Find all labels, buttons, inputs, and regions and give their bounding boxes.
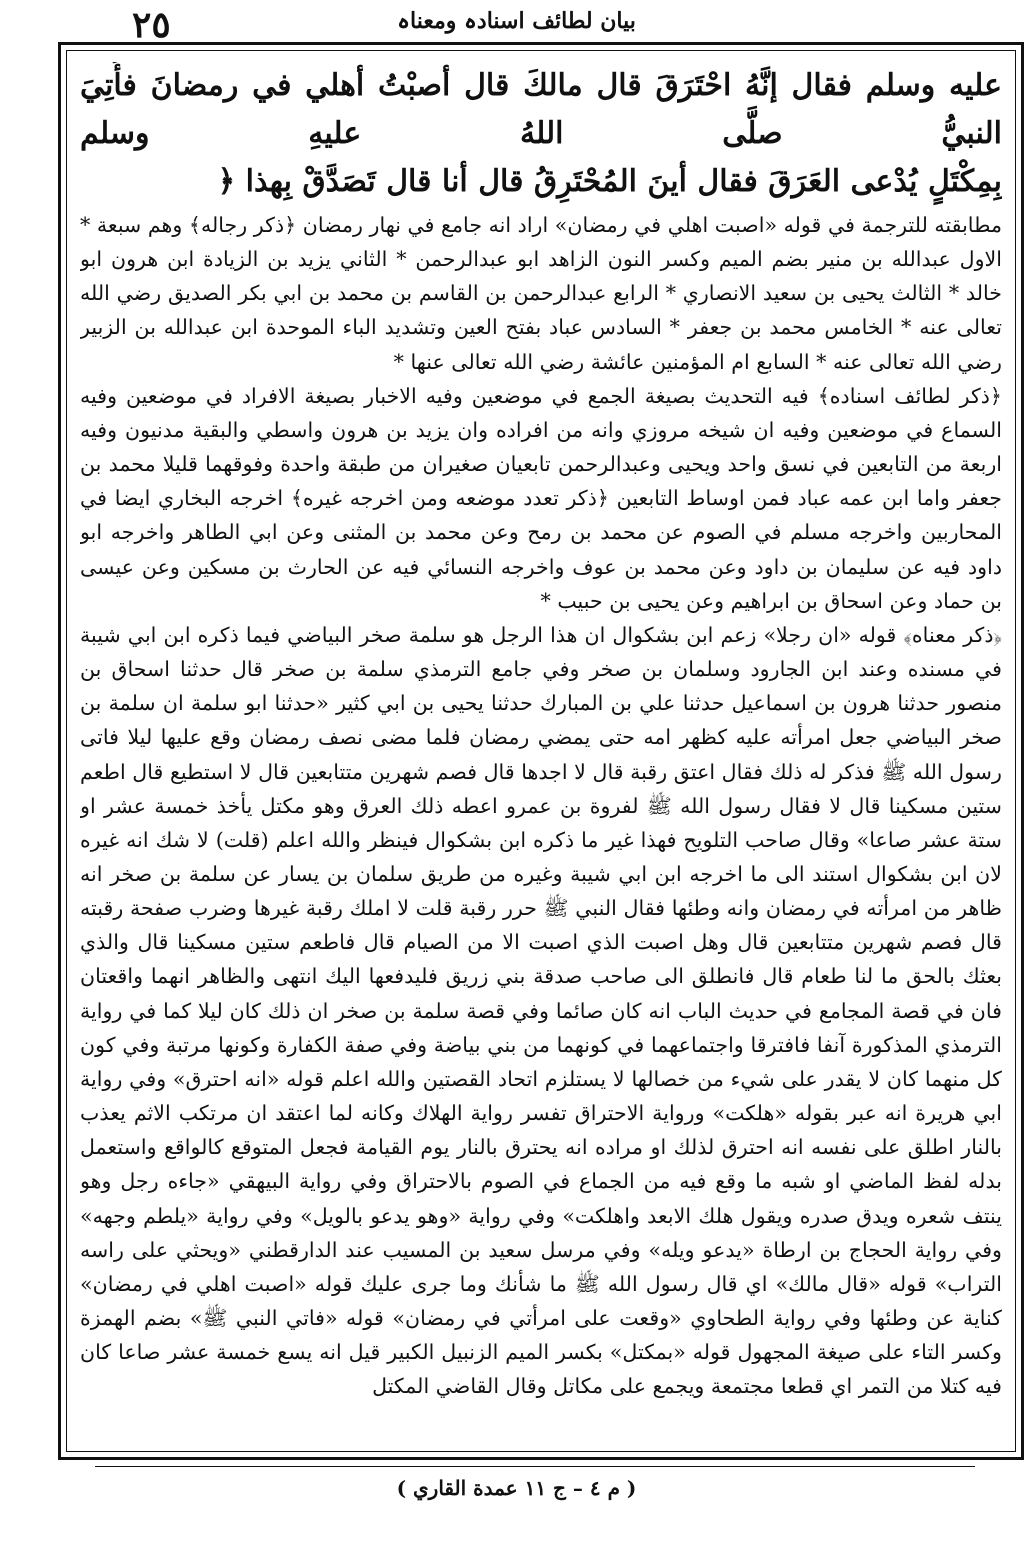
hadith-line-1: عليه وسلم فقال إنَّهُ احْتَرَقَ قال مالكَ قال أصبْتُ أهلي في رمضانَ فأُتِيَ النبيُّ صلَّى اللهُ عليهِ وسلم — [80, 68, 1002, 151]
commentary-paragraph-lataif: ﴿ذكر لطائف اسناده﴾ فيه التحديث بصيغة الجمع في موضعين وفيه الاخبار بصيغة الافراد في موضعين وفيه السماع في موضعين وفيه ان شيخه مروزي وانه من افراده وان يزيد بن هرون واسطي والبقية مدنيون وفيه اربعة من التابعين في نسق واحد ويحيى وعبدالرحمن تابعيان صغيران من طبقة واحدة وفوقهما قليلا محمد بن جعفر واما ابن عمه عباد فمن اوساط التابعين ﴿ذكر تعدد موضعه ومن اخرجه غيره﴾ اخرجه البخاري ايضا في المحاربين واخرجه مسلم في الصوم عن محمد بن رمح وعن محمد بن المثنى وعن ابي الطاهر واخرجه ابو داود فيه عن سليمان بن داود وعن محمد بن عوف واخرجه النسائي فيه عن الحارث بن مسكين وعن عيسى بن حماد وعن اسحاق بن ابراهيم وعن يحيى بن حبيب * — [80, 383, 1002, 613]
hadith-line-2: بِمِكْتَلٍ يُدْعى العَرَقَ فقال أينَ المُحْتَرِقُ قال أنا قال تَصَدَّقْ بِهذا ﴿ — [217, 164, 1002, 199]
commentary-paragraph-maana: ﴿ذكر معناه﴾ قوله «ان رجلا» زعم ابن بشكوال ان هذا الرجل هو سلمة صخر البياضي فيما ذكره ابن ابي شيبة في مسنده وعند ابن الجارود وسلمان بن صخر وفي جامع الترمذي سلمة بن صخر قال حدثنا اسحاق بن منصور حدثنا هرون بن اسماعيل حدثنا علي بن المبارك حدثنا يحيى بن ابي كثير «حدثنا ابو سلمة ان سلمة بن صخر البياضي جعل امرأته عليه كظهر امه حتى يمضي رمضان فلما مضى نصف رمضان وقع عليها ليلا فاتى رسول الله ﷺ فذكر له ذلك فقال اعتق رقبة قال لا اجدها قال فصم شهرين متتابعين قال لا استطيع قال اطعم ستين مسكينا قال لا فقال رسول الله ﷺ لفروة بن عمرو اعطه ذلك العرق وهو مكتل يأخذ خمسة عشر او ستة عشر صاعا» وقال صاحب التلويح فهذا غير ما ذكره ابن بشكوال فينظر والله اعلم (قلت) لا شك انه غيره لان ابن بشكوال استند الى ما اخرجه ابن ابي شيبة وغيره من طريق سلمان بن يسار عن سلمة بن صخر انه ظاهر من امرأته في رمضان وانه وطئها فقال النبي ﷺ حرر رقبة قلت لا املك رقبة غيرها وضرب صفحة رقبته قال فصم شهرين متتابعين قال وهل اصبت الذي اصبت الا من الصيام قال فاطعم ستين مسكينا قال والذي بعثك بالحق ما لنا طعام قال فانطلق الى صاحب صدقة بني زريق فليدفعها اليك انتهى والظاهر انهما واقعتان فان في قصة المجامع في حديث الباب انه كان صائما وفي قصة سلمة بن صخر ان ذلك كان ليلا كما في رواية الترمذي المذكورة آنفا فافترقا واجتماعهما في كونهما من بني بياضة وفي صفة الكفارة وكونها مرتبة وفي كون كل منهما كان لا يقدر على شيء من خصالها لا يستلزم اتحاد القصتين والله اعلم قوله «انه احترق» وفي رواية ابي هريرة انه عبر بقوله «هلكت» ورواية الاحتراق تفسر رواية الهلاك وكانه لما اعتقد ان مرتكب الاثم يعذب بالنار اطلق على نفسه انه احترق لذلك او مراده انه يحترق بالنار يوم القيامة فجعل المتوقع كالواقع واستعمل بدله لفظ الماضي او شبه ما وقع فيه من الجماع في الصوم بالاحتراق وفي رواية البيهقي «جاءه رجل وهو ينتف شعره ويدق صدره ويقول هلك الابعد واهلكت» وفي رواية «وهو يدعو بالويل» وفي رواية «يلطم وجهه» وفي رواية الحجاج بن ارطاة «يدعو ويله» وفي مرسل سعيد بن المسيب عند الدارقطني «ويحثي على راسه التراب» قوله «قال مالك» اي قال رسول الله ﷺ ما شأنك وما جرى عليك قوله «اصبت اهلي في رمضان» كناية عن وطئها وفي رواية الطحاوي «وقعت على امرأتي في رمضان» قوله «فاتي النبي ﷺ» بضم الهمزة وكسر التاء على صيغة المجهول قوله «بمكتل» بكسر الميم الزنبيل الكبير قيل انه يسع خمسة عشر صاعا كان فيه كتلا من التمر اي قطعا مجتمعة ويجمع على مكاتل وقال القاضي المكتل — [80, 622, 1002, 1399]
main-text — [80, 62, 1002, 1446]
commentary — [80, 208, 1002, 1403]
footer-rule — [95, 1466, 975, 1467]
footer-signature: ( م ٤ – ج ١١ عمدة القاري ) — [396, 1476, 637, 1500]
running-title: بیان لطائف اسنادہ ومعناہ — [397, 8, 636, 34]
page-number: ٢٥ — [132, 4, 171, 46]
commentary-paragraph-rijal: مطابقته للترجمة في قوله «اصبت اهلي في رمضان» اراد انه جامع في نهار رمضان ﴿ذكر رجاله﴾ وهم سبعة * الاول عبدالله بن منير بضم الميم وكسر النون الزاهد ابو عبدالرحمن * الثاني يزيد بن الزيادة ابن هرون ابو خالد * الثالث يحيى بن سعيد الانصاري * الرابع عبدالرحمن بن القاسم بن محمد بن ابي بكر الصديق رضي الله تعالى عنه * الخامس محمد بن جعفر * السادس عباد بفتح العين وتشديد الباء الموحدة ابن عبدالله بن الزبير رضي الله تعالى عنه * السابع ام المؤمنين عائشة رضي الله تعالى عنها * — [80, 213, 1002, 374]
